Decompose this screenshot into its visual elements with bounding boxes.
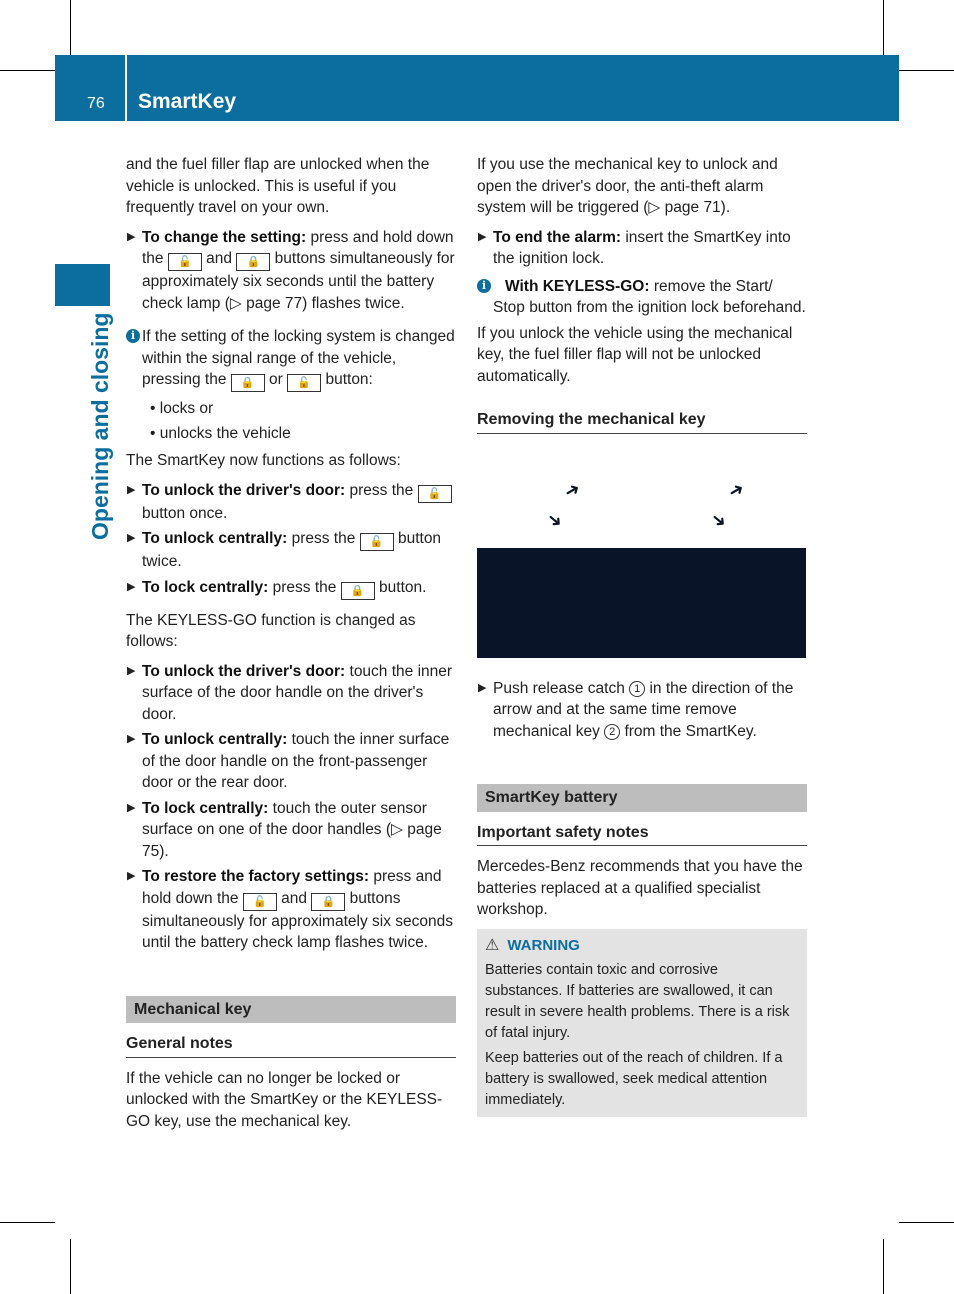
illustration-panel	[477, 548, 806, 658]
step-change-setting: ▶ To change the setting: press and hold down the 🔓 and 🔒 buttons simultaneously for approximately six seconds until the battery check lamp (▷ page 77) flashes twice.	[127, 228, 455, 312]
safety-text: Mercedes-Benz recommends that you have the batteries replaced at a qualified specialist workshop.	[477, 858, 803, 918]
warning-text: Batteries contain toxic and corrosive substances. If batteries are swallowed, it can result in severe health problems. There is a risk of fatal injury.	[485, 961, 790, 1041]
step-arrow-icon: ▶	[478, 681, 487, 694]
list-item: • unlocks the vehicle	[150, 424, 291, 442]
functions-intro: The SmartKey now functions as follows:	[126, 452, 401, 469]
unlock-button-icon: 🔓	[168, 253, 202, 271]
arrow-icon: ➜	[724, 477, 748, 503]
info-icon: i	[126, 329, 140, 343]
step-arrow-icon: ▶	[127, 532, 136, 544]
lock-button-icon: 🔒	[231, 374, 265, 392]
step-push-release-catch: ▶ Push release catch 1 in the direction of the arrow and at the same time remove mechanical key 2 from the SmartKey.	[478, 679, 794, 740]
arrow-icon: ➜	[706, 507, 732, 533]
crop-mark	[0, 70, 55, 71]
step-arrow-icon: ▶	[127, 664, 136, 677]
callout-number: 1	[629, 681, 645, 697]
step-arrow-icon: ▶	[127, 483, 136, 496]
step-unlock-central: ▶ To unlock centrally: press the 🔓 button twice.	[127, 530, 442, 570]
page-ref-icon: ▷	[648, 199, 661, 216]
keyless-intro: The KEYLESS-GO function is changed as follows:	[126, 611, 416, 650]
header-divider	[125, 55, 127, 121]
step-end-alarm: ▶ To end the alarm: insert the SmartKey into the ignition lock.	[478, 228, 791, 267]
page-ref-link[interactable]: page 71).	[660, 199, 731, 216]
right-column	[477, 154, 807, 1117]
callout-number: 2	[604, 724, 620, 740]
warning-heading: ⚠ WARNING	[485, 936, 580, 954]
step-kg-unlock-driver: ▶ To unlock the driver's door: touch the inner surface of the door handle on the driver's door.	[127, 662, 453, 723]
lock-button-icon: 🔒	[311, 893, 345, 911]
info-note: i If the setting of the locking system is changed within the signal range of the vehicle, pressing the 🔒 or 🔓 button:	[126, 326, 456, 392]
subheading-general-notes: General notes	[126, 1033, 456, 1058]
crop-mark	[883, 1239, 884, 1294]
lock-button-icon: 🔒	[236, 253, 270, 271]
step-arrow-icon: ▶	[127, 230, 136, 243]
step-kg-unlock-central: ▶ To unlock centrally: touch the inner surface of the door handle on the front-passenger door or the rear door.	[127, 731, 450, 791]
step-kg-lock-central: ▶ To lock centrally: touch the outer sensor surface on one of the door handles (▷ page 75).	[127, 799, 442, 860]
page-number: 76	[87, 95, 105, 112]
step-restore-factory: ▶ To restore the factory settings: press and hold down the 🔓 and 🔒 buttons simultaneously for approximately six seconds until the battery check lamp flashes twice.	[127, 868, 453, 951]
unlock-button-icon: 🔓	[360, 533, 394, 551]
warning-text: Keep batteries out of the reach of children. If a battery is swallowed, seek medical attention immediately.	[485, 1049, 783, 1108]
list-item: • locks or	[150, 400, 214, 417]
section-heading-mechanical-key: Mechanical key	[126, 996, 456, 1024]
unlock-button-icon: 🔓	[243, 893, 277, 911]
unlock-button-icon: 🔓	[418, 485, 452, 503]
step-arrow-icon: ▶	[127, 733, 136, 745]
crop-mark	[899, 70, 954, 71]
step-arrow-icon: ▶	[127, 801, 136, 814]
page-ref-icon: ▷	[391, 821, 403, 838]
step-unlock-driver: ▶ To unlock the driver's door: press the 🔓 button once.	[126, 480, 456, 525]
subheading-removing-key: Removing the mechanical key	[477, 409, 807, 434]
unlock-button-icon: 🔓	[287, 374, 321, 392]
arrow-icon: ➜	[542, 507, 568, 533]
crop-mark	[0, 1222, 55, 1223]
subheading-safety-notes: Important safety notes	[477, 822, 807, 847]
page-title: SmartKey	[138, 90, 237, 113]
warning-icon: ⚠	[485, 936, 500, 954]
left-column	[126, 154, 456, 1140]
general-notes-text: If the vehicle can no longer be locked or unlocked with the SmartKey or the KEYLESS-GO key, use the mechanical key.	[126, 1069, 443, 1130]
step-arrow-icon: ▶	[127, 870, 136, 882]
side-tab-block	[55, 264, 110, 306]
filler-text: If you unlock the vehicle using the mechanical key, the fuel filler flap will not be unlocked automatically.	[477, 324, 793, 385]
page-ref-link[interactable]: page 77) flashes twice.	[241, 294, 405, 312]
lock-button-icon: 🔒	[341, 582, 375, 600]
arrow-icon: ➜	[560, 477, 584, 503]
alarm-text: If you use the mechanical key to unlock and open the driver's door, the anti-theft alarm system will be triggered (▷ page 71).	[477, 156, 778, 216]
section-heading-smartkey-battery: SmartKey battery	[477, 784, 807, 812]
intro-text: and the fuel filler flap are unlocked when the vehicle is unlocked. This is useful if you frequently travel on your own.	[126, 156, 430, 216]
side-tab-label: Opening and closing	[87, 312, 113, 540]
crop-mark	[899, 1222, 954, 1223]
warning-box	[477, 929, 807, 1117]
step-label: To change the setting:	[142, 228, 307, 246]
step-arrow-icon: ▶	[127, 580, 136, 593]
info-icon: i	[477, 279, 491, 293]
step-lock-central: ▶ To lock centrally: press the 🔒 button.	[126, 577, 456, 600]
page-ref-link[interactable]: page 75).	[142, 821, 442, 860]
smartkey-illustration	[477, 434, 806, 664]
info-note: i With KEYLESS-GO: remove the Start/ Stop button from the ignition lock beforehand.	[477, 276, 807, 319]
crop-mark	[70, 0, 71, 55]
page-ref-icon: ▷	[229, 294, 242, 312]
crop-mark	[883, 0, 884, 55]
step-arrow-icon: ▶	[478, 230, 487, 243]
crop-mark	[70, 1239, 71, 1294]
